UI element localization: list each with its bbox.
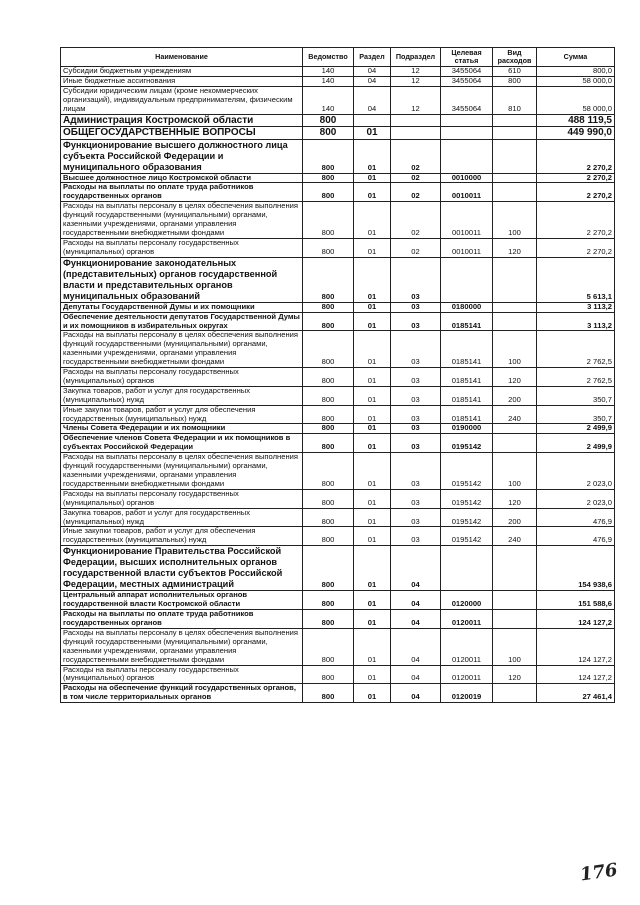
cell-target: 0195142 xyxy=(441,434,493,453)
cell-dept: 800 xyxy=(303,114,354,127)
cell-name: Функционирование Правительства Российской Федерации, высших исполнительных органов государственной власти субъектов Российской Федерации, местных администраций xyxy=(61,546,303,591)
cell-subsection xyxy=(391,114,441,127)
cell-exptype xyxy=(493,114,537,127)
cell-section: 01 xyxy=(354,489,391,508)
cell-dept: 800 xyxy=(303,527,354,546)
col-header-sum: Сумма xyxy=(537,48,615,67)
cell-target: 0195142 xyxy=(441,508,493,527)
cell-dept: 800 xyxy=(303,684,354,703)
cell-subsection: 04 xyxy=(391,610,441,629)
cell-section: 04 xyxy=(354,67,391,77)
col-header-dept: Ведомство xyxy=(303,48,354,67)
cell-subsection: 12 xyxy=(391,67,441,77)
cell-dept: 800 xyxy=(303,312,354,331)
cell-name: Высшее должностное лицо Костромской области xyxy=(61,173,303,183)
table-row xyxy=(61,527,615,546)
col-header-exptype: Вид расходов xyxy=(493,48,537,67)
cell-name: Иные закупки товаров, работ и услуг для обеспечения государственных (муниципальных) нужд xyxy=(61,405,303,424)
cell-exptype xyxy=(493,139,537,173)
cell-target: 0010000 xyxy=(441,173,493,183)
cell-target xyxy=(441,257,493,302)
cell-subsection: 02 xyxy=(391,173,441,183)
cell-section: 01 xyxy=(354,434,391,453)
cell-section: 01 xyxy=(354,453,391,490)
cell-section: 01 xyxy=(354,684,391,703)
cell-section xyxy=(354,114,391,127)
cell-name: Администрация Костромской области xyxy=(61,114,303,127)
cell-sum: 58 000,0 xyxy=(537,76,615,86)
cell-section: 01 xyxy=(354,302,391,312)
page-number: 176 xyxy=(579,859,620,886)
cell-sum: 27 461,4 xyxy=(537,684,615,703)
cell-dept: 800 xyxy=(303,139,354,173)
cell-dept: 800 xyxy=(303,434,354,453)
cell-target xyxy=(441,139,493,173)
cell-name: Расходы на выплаты персоналу государственных (муниципальных) органов xyxy=(61,489,303,508)
cell-target: 0185141 xyxy=(441,368,493,387)
cell-exptype: 240 xyxy=(493,405,537,424)
cell-dept: 800 xyxy=(303,424,354,434)
cell-section: 01 xyxy=(354,312,391,331)
cell-sum: 476,9 xyxy=(537,527,615,546)
cell-sum: 350,7 xyxy=(537,386,615,405)
cell-subsection: 04 xyxy=(391,546,441,591)
cell-target xyxy=(441,114,493,127)
cell-exptype: 120 xyxy=(493,489,537,508)
cell-dept: 800 xyxy=(303,331,354,368)
table-header-row xyxy=(61,48,615,67)
cell-dept: 800 xyxy=(303,405,354,424)
cell-exptype: 200 xyxy=(493,508,537,527)
cell-name: Закупка товаров, работ и услуг для государственных (муниципальных) нужд xyxy=(61,386,303,405)
table-row xyxy=(61,183,615,202)
cell-sum: 476,9 xyxy=(537,508,615,527)
cell-name: Субсидии юридическим лицам (кроме некоммерческих организаций), индивидуальным предпринимателям, физическим лицам xyxy=(61,86,303,114)
cell-subsection: 04 xyxy=(391,628,441,665)
cell-subsection: 03 xyxy=(391,434,441,453)
table-row xyxy=(61,610,615,629)
cell-section: 01 xyxy=(354,610,391,629)
cell-subsection: 03 xyxy=(391,527,441,546)
cell-sum: 154 938,6 xyxy=(537,546,615,591)
cell-subsection: 03 xyxy=(391,489,441,508)
cell-section: 01 xyxy=(354,546,391,591)
cell-exptype xyxy=(493,302,537,312)
table-row xyxy=(61,173,615,183)
cell-exptype xyxy=(493,257,537,302)
cell-sum: 449 990,0 xyxy=(537,127,615,140)
cell-subsection: 04 xyxy=(391,591,441,610)
cell-target: 0185141 xyxy=(441,331,493,368)
cell-dept: 800 xyxy=(303,202,354,239)
cell-target: 3455064 xyxy=(441,76,493,86)
cell-sum: 151 588,6 xyxy=(537,591,615,610)
cell-target: 0185141 xyxy=(441,312,493,331)
cell-sum: 5 613,1 xyxy=(537,257,615,302)
cell-section: 01 xyxy=(354,183,391,202)
cell-subsection: 03 xyxy=(391,368,441,387)
cell-section: 01 xyxy=(354,202,391,239)
cell-subsection: 02 xyxy=(391,202,441,239)
cell-exptype: 100 xyxy=(493,331,537,368)
cell-dept: 800 xyxy=(303,453,354,490)
cell-exptype: 120 xyxy=(493,665,537,684)
cell-name: Расходы на выплаты по оплате труда работников государственных органов xyxy=(61,183,303,202)
table-row xyxy=(61,114,615,127)
table-row xyxy=(61,508,615,527)
cell-exptype: 810 xyxy=(493,86,537,114)
cell-subsection: 12 xyxy=(391,86,441,114)
cell-dept: 800 xyxy=(303,127,354,140)
cell-target: 0120011 xyxy=(441,610,493,629)
cell-dept: 800 xyxy=(303,591,354,610)
col-header-section: Раздел xyxy=(354,48,391,67)
cell-name: Иные бюджетные ассигнования xyxy=(61,76,303,86)
cell-dept: 800 xyxy=(303,546,354,591)
cell-name: Закупка товаров, работ и услуг для государственных (муниципальных) нужд xyxy=(61,508,303,527)
cell-sum: 800,0 xyxy=(537,67,615,77)
cell-name: Функционирование высшего должностного лица субъекта Российской Федерации и муниципального образования xyxy=(61,139,303,173)
cell-name: Функционирование законодательных (представительных) органов государственной власти и представительных органов муниципальных образований xyxy=(61,257,303,302)
cell-dept: 140 xyxy=(303,86,354,114)
cell-target: 0195142 xyxy=(441,527,493,546)
table-row xyxy=(61,312,615,331)
cell-section: 01 xyxy=(354,405,391,424)
cell-sum: 124 127,2 xyxy=(537,628,615,665)
cell-dept: 800 xyxy=(303,302,354,312)
cell-target: 0120011 xyxy=(441,628,493,665)
cell-name: Расходы на выплаты персоналу в целях обеспечения выполнения функций государственными (муниципальными) органами, казенными учреждениями, органами управления государственными внебюджетными фондами xyxy=(61,331,303,368)
cell-section: 01 xyxy=(354,139,391,173)
cell-target: 0120019 xyxy=(441,684,493,703)
cell-sum: 2 270,2 xyxy=(537,238,615,257)
cell-target: 3455064 xyxy=(441,67,493,77)
cell-sum: 350,7 xyxy=(537,405,615,424)
cell-section: 01 xyxy=(354,173,391,183)
col-header-target: Целевая статья xyxy=(441,48,493,67)
cell-target: 0185141 xyxy=(441,386,493,405)
cell-target: 0190000 xyxy=(441,424,493,434)
cell-section: 01 xyxy=(354,508,391,527)
cell-target: 0180000 xyxy=(441,302,493,312)
col-header-subsection: Подраздел xyxy=(391,48,441,67)
cell-sum: 2 762,5 xyxy=(537,368,615,387)
cell-subsection: 03 xyxy=(391,405,441,424)
cell-exptype: 200 xyxy=(493,386,537,405)
cell-section: 01 xyxy=(354,665,391,684)
cell-sum: 2 270,2 xyxy=(537,183,615,202)
cell-name: Депутаты Государственной Думы и их помощники xyxy=(61,302,303,312)
table-row xyxy=(61,67,615,77)
cell-subsection: 02 xyxy=(391,238,441,257)
cell-section: 04 xyxy=(354,86,391,114)
cell-exptype xyxy=(493,173,537,183)
cell-section: 01 xyxy=(354,527,391,546)
table-row xyxy=(61,434,615,453)
cell-subsection: 12 xyxy=(391,76,441,86)
cell-sum: 2 270,2 xyxy=(537,173,615,183)
cell-subsection: 02 xyxy=(391,183,441,202)
table-row xyxy=(61,628,615,665)
cell-subsection: 03 xyxy=(391,508,441,527)
cell-subsection: 03 xyxy=(391,257,441,302)
cell-dept: 140 xyxy=(303,76,354,86)
cell-sum: 3 113,2 xyxy=(537,302,615,312)
table-row xyxy=(61,127,615,140)
table-row xyxy=(61,302,615,312)
cell-subsection: 04 xyxy=(391,665,441,684)
table-row xyxy=(61,665,615,684)
cell-exptype xyxy=(493,610,537,629)
cell-target: 0195142 xyxy=(441,453,493,490)
cell-dept: 800 xyxy=(303,238,354,257)
table-row xyxy=(61,257,615,302)
cell-section: 01 xyxy=(354,368,391,387)
cell-exptype: 120 xyxy=(493,238,537,257)
cell-name: Расходы на выплаты персоналу государственных (муниципальных) органов xyxy=(61,238,303,257)
cell-name: Расходы на выплаты персоналу государственных (муниципальных) органов xyxy=(61,368,303,387)
table-row xyxy=(61,202,615,239)
cell-exptype xyxy=(493,127,537,140)
cell-name: Расходы на выплаты персоналу в целях обеспечения выполнения функций государственными (муниципальными) органами, казенными учреждениями, органами управления государственными внебюджетными фондами xyxy=(61,202,303,239)
cell-exptype: 100 xyxy=(493,453,537,490)
cell-target xyxy=(441,546,493,591)
cell-sum: 2 023,0 xyxy=(537,453,615,490)
cell-dept: 800 xyxy=(303,183,354,202)
cell-exptype: 100 xyxy=(493,628,537,665)
cell-target: 0195142 xyxy=(441,489,493,508)
cell-section: 01 xyxy=(354,257,391,302)
cell-exptype: 800 xyxy=(493,76,537,86)
cell-sum: 2 270,2 xyxy=(537,139,615,173)
table-row xyxy=(61,86,615,114)
cell-name: Субсидии бюджетным учреждениям xyxy=(61,67,303,77)
cell-subsection: 02 xyxy=(391,139,441,173)
table-row xyxy=(61,76,615,86)
cell-target: 0010011 xyxy=(441,183,493,202)
cell-name: Расходы на выплаты персоналу в целях обеспечения выполнения функций государственными (муниципальными) органами, казенными учреждениями, органами управления государственными внебюджетными фондами xyxy=(61,628,303,665)
cell-section: 01 xyxy=(354,386,391,405)
cell-section: 01 xyxy=(354,424,391,434)
table-row xyxy=(61,386,615,405)
cell-name: Расходы на выплаты по оплате труда работников государственных органов xyxy=(61,610,303,629)
cell-subsection: 03 xyxy=(391,331,441,368)
cell-dept: 800 xyxy=(303,508,354,527)
cell-sum: 124 127,2 xyxy=(537,610,615,629)
cell-target: 0185141 xyxy=(441,405,493,424)
cell-target: 0120011 xyxy=(441,665,493,684)
cell-dept: 800 xyxy=(303,489,354,508)
cell-exptype xyxy=(493,424,537,434)
table-row xyxy=(61,368,615,387)
budget-table xyxy=(60,47,615,703)
cell-name: Обеспечение членов Совета Федерации и их помощников в субъектах Российской Федерации xyxy=(61,434,303,453)
cell-target: 0120000 xyxy=(441,591,493,610)
cell-sum: 2 499,9 xyxy=(537,434,615,453)
cell-section: 01 xyxy=(354,127,391,140)
cell-subsection: 04 xyxy=(391,684,441,703)
table-row xyxy=(61,238,615,257)
cell-target xyxy=(441,127,493,140)
cell-name: Члены Совета Федерации и их помощники xyxy=(61,424,303,434)
cell-subsection: 03 xyxy=(391,312,441,331)
cell-section: 04 xyxy=(354,76,391,86)
cell-exptype: 120 xyxy=(493,368,537,387)
cell-sum: 3 113,2 xyxy=(537,312,615,331)
cell-name: Расходы на выплаты персоналу в целях обеспечения выполнения функций государственными (муниципальными) органами, казенными учреждениями, органами управления государственными внебюджетными фондами xyxy=(61,453,303,490)
cell-sum: 124 127,2 xyxy=(537,665,615,684)
cell-dept: 800 xyxy=(303,173,354,183)
cell-exptype xyxy=(493,684,537,703)
cell-section: 01 xyxy=(354,628,391,665)
cell-section: 01 xyxy=(354,591,391,610)
cell-name: Центральный аппарат исполнительных органов государственной власти Костромской области xyxy=(61,591,303,610)
cell-dept: 140 xyxy=(303,67,354,77)
cell-subsection xyxy=(391,127,441,140)
cell-target: 3455064 xyxy=(441,86,493,114)
cell-name: Расходы на обеспечение функций государственных органов, в том числе территориальных органов xyxy=(61,684,303,703)
cell-dept: 800 xyxy=(303,386,354,405)
cell-name: Иные закупки товаров, работ и услуг для обеспечения государственных (муниципальных) нужд xyxy=(61,527,303,546)
cell-dept: 800 xyxy=(303,665,354,684)
table-row xyxy=(61,405,615,424)
cell-name: Расходы на выплаты персоналу государственных (муниципальных) органов xyxy=(61,665,303,684)
cell-section: 01 xyxy=(354,331,391,368)
cell-section: 01 xyxy=(354,238,391,257)
table-row xyxy=(61,331,615,368)
table-row xyxy=(61,546,615,591)
col-header-name: Наименование xyxy=(61,48,303,67)
cell-exptype: 240 xyxy=(493,527,537,546)
table-row xyxy=(61,591,615,610)
cell-sum: 2 023,0 xyxy=(537,489,615,508)
cell-dept: 800 xyxy=(303,368,354,387)
cell-dept: 800 xyxy=(303,628,354,665)
table-row xyxy=(61,453,615,490)
table-row xyxy=(61,489,615,508)
cell-dept: 800 xyxy=(303,257,354,302)
cell-exptype xyxy=(493,183,537,202)
cell-name: Обеспечение деятельности депутатов Государственной Думы и их помощников в избирательных округах xyxy=(61,312,303,331)
cell-name: ОБЩЕГОСУДАРСТВЕННЫЕ ВОПРОСЫ xyxy=(61,127,303,140)
cell-subsection: 03 xyxy=(391,424,441,434)
cell-target: 0010011 xyxy=(441,202,493,239)
cell-subsection: 03 xyxy=(391,302,441,312)
cell-sum: 58 000,0 xyxy=(537,86,615,114)
cell-exptype xyxy=(493,546,537,591)
cell-exptype xyxy=(493,434,537,453)
cell-subsection: 03 xyxy=(391,453,441,490)
cell-exptype xyxy=(493,591,537,610)
cell-sum: 2 499,9 xyxy=(537,424,615,434)
cell-target: 0010011 xyxy=(441,238,493,257)
cell-exptype: 100 xyxy=(493,202,537,239)
cell-sum: 2 762,5 xyxy=(537,331,615,368)
cell-dept: 800 xyxy=(303,610,354,629)
cell-exptype xyxy=(493,312,537,331)
table-row xyxy=(61,424,615,434)
cell-subsection: 03 xyxy=(391,386,441,405)
table-row xyxy=(61,684,615,703)
cell-exptype: 610 xyxy=(493,67,537,77)
cell-sum: 488 119,5 xyxy=(537,114,615,127)
cell-sum: 2 270,2 xyxy=(537,202,615,239)
table-row xyxy=(61,139,615,173)
